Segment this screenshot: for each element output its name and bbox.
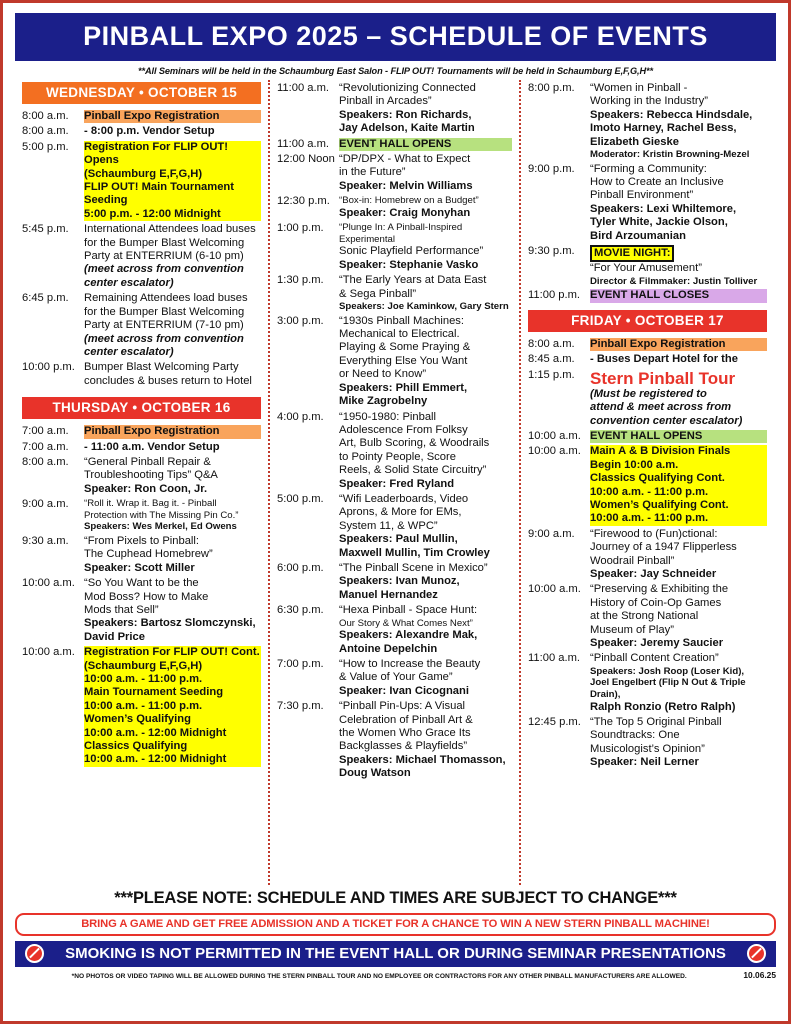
event-line: Speakers: Michael Thomasson, [339,753,506,766]
event-description [84,292,261,359]
schedule-event [22,110,261,123]
event-line: Doug Watson [339,767,411,780]
event-description [590,716,767,770]
event-line: “Firewood to (Fun)ctional: [590,527,718,540]
event-line: “Revolutionizing Connected [339,82,476,94]
event-line: “Forming a Community: [590,162,707,175]
event-line: Classics Qualifying [84,740,261,753]
event-line: Women’s Qualifying Cont. [590,499,767,512]
footer-row [15,970,776,980]
event-time: 4:00 p.m. [277,410,324,423]
revision-date: 10.06.25 [743,970,776,980]
event-line: - Buses Depart Hotel for the [590,353,738,366]
schedule-event [277,315,512,409]
event-description [84,646,261,767]
event-line: & Sega Pinball” [339,287,417,300]
schedule-event [528,163,767,243]
event-description [339,195,512,220]
event-time: 1:30 p.m. [277,274,324,287]
event-line: Speaker: Scott Miller [84,561,195,574]
event-line: at the Strong National [590,610,699,623]
event-line: - 11:00 a.m. Vendor Setup [84,440,220,453]
event-description [339,82,512,136]
event-line: Main Tournament Seeding [84,686,261,699]
event-time: 5:00 p.m. [277,492,324,505]
event-line: Remaining Attendees load buses [84,292,248,305]
event-line: to Pointy People, Score [339,450,456,463]
event-line: Troubleshooting Tips” Q&A [84,469,218,482]
schedule-event [22,535,261,575]
schedule-event [277,562,512,602]
event-line: The Cuphead Homebrew” [84,548,213,561]
event-time: 7:00 a.m. [22,440,69,453]
event-line: “Roll it. Wrap it. Bag it. - Pinball [84,498,217,510]
event-line: concludes & buses return to Hotel [84,374,252,387]
event-line: “From Pixels to Pinball: [84,534,200,547]
event-description [339,700,512,780]
schedule-event [528,82,767,161]
event-line: Speaker: Neil Lerner [590,756,699,769]
event-line: Speakers: Joe Kaminkow, Gary Stern [339,301,509,313]
event-line: in the Future” [339,166,406,179]
day-header-friday: FRIDAY • OCTOBER 17 [528,310,767,332]
event-description [84,110,261,123]
event-description [339,222,512,272]
event-line: “1950-1980: Pinball [339,410,437,423]
event-description [590,583,767,650]
event-line: or Need to Know” [339,368,427,381]
event-line: “Preserving & Exhibiting the [590,583,729,596]
event-description [84,141,261,221]
event-line: Speaker: Stephanie Vasko [339,258,479,271]
event-time: 8:00 a.m. [22,110,69,122]
schedule-event [277,222,512,272]
schedule-event [22,141,261,221]
event-line: “The Early Years at Data East [339,274,487,287]
event-line: FLIP OUT! Main Tournament Seeding [84,181,261,208]
column-left [15,80,268,885]
event-line: Pinball Expo Registration [84,425,261,438]
event-time: 10:00 p.m. [22,361,75,374]
event-line: Party at ENTERRIUM (6-10 pm) [84,250,244,263]
event-line: “General Pinball Repair & [84,455,211,468]
event-line: 10:00 a.m. - 11:00 p.m. [590,486,767,499]
column-middle [268,80,521,885]
event-time: 10:00 a.m. [22,646,75,659]
event-line: convention center escalator) [590,414,743,427]
event-line: (meet across from convention [84,332,244,345]
schedule-event [528,245,767,287]
event-line: Speakers: Lexi Whiltemore, [590,202,737,215]
event-time: 8:00 a.m. [22,125,69,138]
day-header-thursday: THURSDAY • OCTOBER 16 [22,397,261,419]
event-line: Adolescence From Folksy [339,423,468,436]
event-line: “DP/DPX - What to Expect [339,153,471,166]
event-line: for the Bumper Blast Welcoming [84,236,245,249]
event-line: “For Your Amusement” [590,262,702,275]
event-time: 6:00 p.m. [277,561,324,574]
event-time: 3:00 p.m. [277,314,324,327]
schedule-event [528,338,767,351]
event-time: 11:00 a.m. [528,652,581,665]
event-line: Speaker: Craig Monyhan [339,206,471,219]
event-line: EVENT HALL OPENS [339,138,512,151]
event-description [590,338,767,351]
event-description [590,528,767,582]
schedule-event [277,411,512,491]
thursday-seminars-list [277,82,512,781]
event-line: Bumper Blast Welcoming Party [84,361,239,374]
event-line: Aprons, & More for EMs, [339,506,462,519]
event-line: Ralph Ronzio (Retro Ralph) [590,700,736,713]
event-line: Speaker: Fred Ryland [339,477,455,490]
event-line: Protection with The Missing Pin Co.” [84,509,239,521]
event-time: 1:15 p.m. [528,368,575,381]
event-time: 8:00 a.m. [528,337,575,350]
free-admission-banner: BRING A GAME AND GET FREE ADMISSION AND A TICKET FOR A CHANCE TO WIN A NEW STERN PINBALL MACHINE! [15,913,776,936]
event-time: 6:30 p.m. [277,604,324,617]
event-description [339,562,512,602]
event-time: 12:00 Noon [277,153,335,166]
event-line: “Women in Pinball - [590,82,688,94]
event-line: 10:00 a.m. - 12:00 Midnight [84,727,261,740]
schedule-event [277,658,512,698]
schedule-event [22,646,261,767]
event-line: Speaker: Ron Coon, Jr. [84,482,208,495]
event-description [590,289,767,302]
event-description [84,361,261,388]
event-line: Mod Boss? How to Make [84,590,209,603]
event-line: (Schaumburg E,F,G,H) [84,168,261,181]
event-line: Everything Else You Want [339,354,468,367]
event-line: David Price [84,630,145,643]
event-line: Moderator: Kristin Browning-Mezel [590,149,750,161]
event-line: “Hexa Pinball - Space Hunt: [339,604,478,617]
schedule-event [528,353,767,366]
schedule-event [528,583,767,650]
event-line: (meet across from convention [84,263,244,276]
event-description [339,138,512,151]
event-line: How to Create an Inclusive [590,176,724,189]
schedule-event [22,223,261,290]
schedule-event [277,195,512,220]
event-line: Speakers: Rebecca Hindsdale, [590,108,753,121]
event-time: 12:30 p.m. [277,195,330,208]
event-line: Pinball Expo Registration [590,338,767,351]
event-line: Journey of a 1947 Flipperless [590,541,737,554]
event-description [590,445,767,525]
schedule-event [528,652,767,714]
event-line: Speakers: Ron Richards, [339,108,472,121]
event-line: Elizabeth Gieske [590,135,679,148]
event-time: 8:45 a.m. [528,353,575,366]
event-time: 9:30 a.m. [22,534,69,547]
event-time: 9:00 a.m. [528,527,575,540]
schedule-event [22,577,261,644]
event-description [84,441,261,454]
event-time: 10:00 a.m. [528,429,581,442]
event-line: center escalator) [84,345,174,358]
event-line: Mike Zagrobelny [339,395,428,408]
event-time: 11:00 p.m. [528,289,581,302]
event-description [590,82,767,161]
schedule-event [528,430,767,443]
schedule-event [528,445,767,525]
schedule-event [277,274,512,312]
event-line: Joel Engelbert (Flip N Out & Triple Drain), [590,677,746,700]
event-line: 10:00 a.m. - 11:00 p.m. [84,673,261,686]
event-time: 12:45 p.m. [528,716,581,728]
no-smoking-icon-right [747,944,766,963]
event-line: Pinball Environment” [590,189,694,202]
event-time: 5:45 p.m. [22,223,69,236]
no-smoking-text: SMOKING IS NOT PERMITTED IN THE EVENT HALL OR DURING SEMINAR PRESENTATIONS [65,945,726,962]
event-time: 6:45 p.m. [22,292,69,305]
event-line: “The Pinball Scene in Mexico” [339,561,488,574]
event-line: Soundtracks: One [590,729,680,742]
event-line: Mechanical to Electrical. [339,328,460,341]
schedule-event [22,498,261,533]
event-line: EVENT HALL CLOSES [590,289,767,302]
event-line: attend & meet across from [590,401,732,414]
event-description [339,411,512,491]
event-description [84,223,261,290]
event-line: Main A & B Division Finals [590,445,767,458]
event-time: 7:00 p.m. [277,658,324,670]
event-description [590,353,767,366]
schedule-event [277,153,512,193]
schedule-event [277,493,512,560]
event-description [590,652,767,714]
schedule-event [528,528,767,582]
event-time: 8:00 p.m. [528,82,575,94]
event-line: Antoine Depelchin [339,642,438,655]
event-time: 11:00 a.m. [277,137,330,150]
column-right [521,80,774,885]
event-time: 10:00 a.m. [22,577,75,590]
schedule-columns [15,80,776,885]
event-description [590,369,767,428]
schedule-event [277,604,512,656]
event-line: Pinball Expo Registration [84,110,261,123]
event-time: 10:00 a.m. [528,583,581,596]
event-description [84,535,261,575]
event-line: Reels, & Solid State Circuitry” [339,464,487,477]
event-time: 1:00 p.m. [277,222,324,235]
event-time: 10:00 a.m. [528,445,581,458]
event-line: History of Coin-Op Games [590,596,722,609]
event-line: Classics Qualifying Cont. [590,472,767,485]
event-description [339,658,512,698]
schedule-event [277,82,512,136]
schedule-event [528,369,767,428]
event-line: Party at ENTERRIUM (7-10 pm) [84,319,244,332]
schedule-event [528,289,767,302]
event-line: “1930s Pinball Machines: [339,314,464,327]
thursday-event-list [22,425,261,767]
event-line: center escalator) [84,276,174,289]
event-line: Celebration of Pinball Art & [339,713,473,726]
event-line: Mods that Sell” [84,603,159,616]
event-line: & Value of Your Game” [339,671,453,684]
event-description [339,493,512,560]
event-time: 9:00 a.m. [22,498,69,511]
event-line: Manuel Hernandez [339,588,438,601]
event-line: Bird Arzoumanian [590,229,686,242]
event-line: System 11, & WPC” [339,519,438,532]
day-header-wednesday: WEDNESDAY • OCTOBER 15 [22,82,261,104]
schedule-event [277,138,512,151]
event-line: “Pinball Content Creation” [590,652,719,665]
schedule-event [22,425,261,438]
event-line: Woodrail Pinball” [590,554,675,567]
page-subtitle: **All Seminars will be held in the Schaumburg East Salon - FLIP OUT! Tournaments will be held in Schaumburg E,F,G,H** [138,66,653,76]
event-line: Women’s Qualifying [84,713,261,726]
schedule-event [22,361,261,388]
event-line: Speakers: Phill Emmert, [339,381,468,394]
event-line: Jay Adelson, Kaite Martin [339,122,475,135]
wednesday-event-list [22,110,261,388]
event-line: Speaker: Jay Schneider [590,567,717,580]
schedule-change-note: ***PLEASE NOTE: SCHEDULE AND TIMES ARE SUBJECT TO CHANGE*** [114,889,677,907]
event-description [590,430,767,443]
schedule-event [22,292,261,359]
event-line: for the Bumper Blast Welcoming [84,305,245,318]
event-line: Speaker: Melvin Williams [339,179,473,192]
schedule-event [528,716,767,770]
event-time: 8:00 a.m. [22,455,69,468]
schedule-event [22,125,261,138]
thursday-evening-list [528,82,767,303]
event-description [590,245,767,287]
event-description [84,456,261,496]
photo-disclaimer: *NO PHOTOS OR VIDEO TAPING WILL BE ALLOWED DURING THE STERN PINBALL TOUR AND NO EMPLOYEE OR CONTRACTORS FOR ANY OTHER PINBALL MANUFACTURERS ARE ALLOWED. [71,973,687,980]
event-line: Pinball in Arcades” [339,95,432,108]
event-description [339,274,512,312]
event-line: Working in the Industry” [590,95,708,108]
event-line: the Women Who Grace Its [339,727,471,740]
event-time: 9:30 p.m. [528,245,575,258]
event-line: 10:00 a.m. - 11:00 p.m. [590,512,767,525]
event-line: MOVIE NIGHT: [590,245,674,262]
event-time: 5:00 p.m. [22,140,69,153]
event-line: Backglasses & Playfields” [339,740,468,753]
event-line: Imoto Harney, Rachel Bess, [590,122,737,135]
event-line: Speaker: Ivan Cicognani [339,684,469,697]
schedule-event [277,700,512,780]
schedule-event [22,441,261,454]
event-line: - 8:00 p.m. Vendor Setup [84,125,215,138]
event-line: Art, Bulb Scoring, & Woodrails [339,437,490,450]
event-line: “Pinball Pin-Ups: A Visual [339,700,466,713]
event-line: Speakers: Wes Merkel, Ed Owens [84,521,237,533]
event-line: Museum of Play” [590,623,674,636]
event-time: 7:30 p.m. [277,700,324,713]
event-line: Director & Filmmaker: Justin Tolliver [590,275,758,287]
page-title: PINBALL EXPO 2025 – SCHEDULE OF EVENTS [15,13,776,61]
event-description [339,153,512,193]
event-line: (Schaumburg E,F,G,H) [84,660,261,673]
event-line: International Attendees load buses [84,223,256,236]
event-description [84,425,261,438]
event-line: Speakers: Josh Roop (Loser Kid), [590,665,745,677]
no-smoking-banner [15,941,776,967]
event-line: 10:00 a.m. - 12:00 Midnight [84,753,261,766]
event-line: “So You Want to be the [84,577,199,590]
event-line: Musicologist’s Opinion” [590,742,705,755]
event-line: Speakers: Ivan Munoz, [339,575,460,588]
event-line: (Must be registered to [590,387,707,400]
event-line: “Wifi Leaderboards, Video [339,492,469,505]
event-line: Speakers: Paul Mullin, [339,533,458,546]
event-line: Registration For FLIP OUT! Cont. [84,646,260,659]
event-description [339,604,512,656]
event-description [590,163,767,243]
event-line: Speakers: Bartosz Slomczynski, [84,617,256,630]
event-description [84,498,261,533]
event-line: Speakers: Alexandre Mak, [339,629,478,642]
event-description [84,577,261,644]
event-line: Tyler White, Jackie Olson, [590,216,728,229]
event-line: Maxwell Mullin, Tim Crowley [339,546,490,559]
event-line: “How to Increase the Beauty [339,658,481,670]
event-line: Stern Pinball Tour [590,368,736,388]
event-description [84,125,261,138]
event-line: EVENT HALL OPENS [590,430,767,443]
event-line: 5:00 p.m. - 12:00 Midnight [84,208,261,221]
event-line: “Box-in: Homebrew on a Budget” [339,195,479,207]
event-line: “Plunge In: A Pinball-Inspired Experimental [339,222,463,245]
no-smoking-icon-left [25,944,44,963]
event-line: Speaker: Jeremy Saucier [590,637,724,649]
event-description [339,315,512,409]
friday-event-list [528,338,767,770]
event-line: 10:00 a.m. - 11:00 p.m. [84,700,261,713]
event-time: 9:00 p.m. [528,162,575,175]
event-line: Begin 10:00 a.m. [590,459,767,472]
event-line: Sonic Playfield Performance” [339,245,484,258]
schedule-event [22,456,261,496]
event-line: Playing & Some Praying & [339,341,471,354]
event-time: 11:00 a.m. [277,82,330,94]
event-line: “The Top 5 Original Pinball [590,716,722,728]
event-time: 7:00 a.m. [22,425,69,438]
event-line: Registration For FLIP OUT! Opens [84,141,261,168]
event-line: Our Story & What Comes Next” [339,617,473,629]
